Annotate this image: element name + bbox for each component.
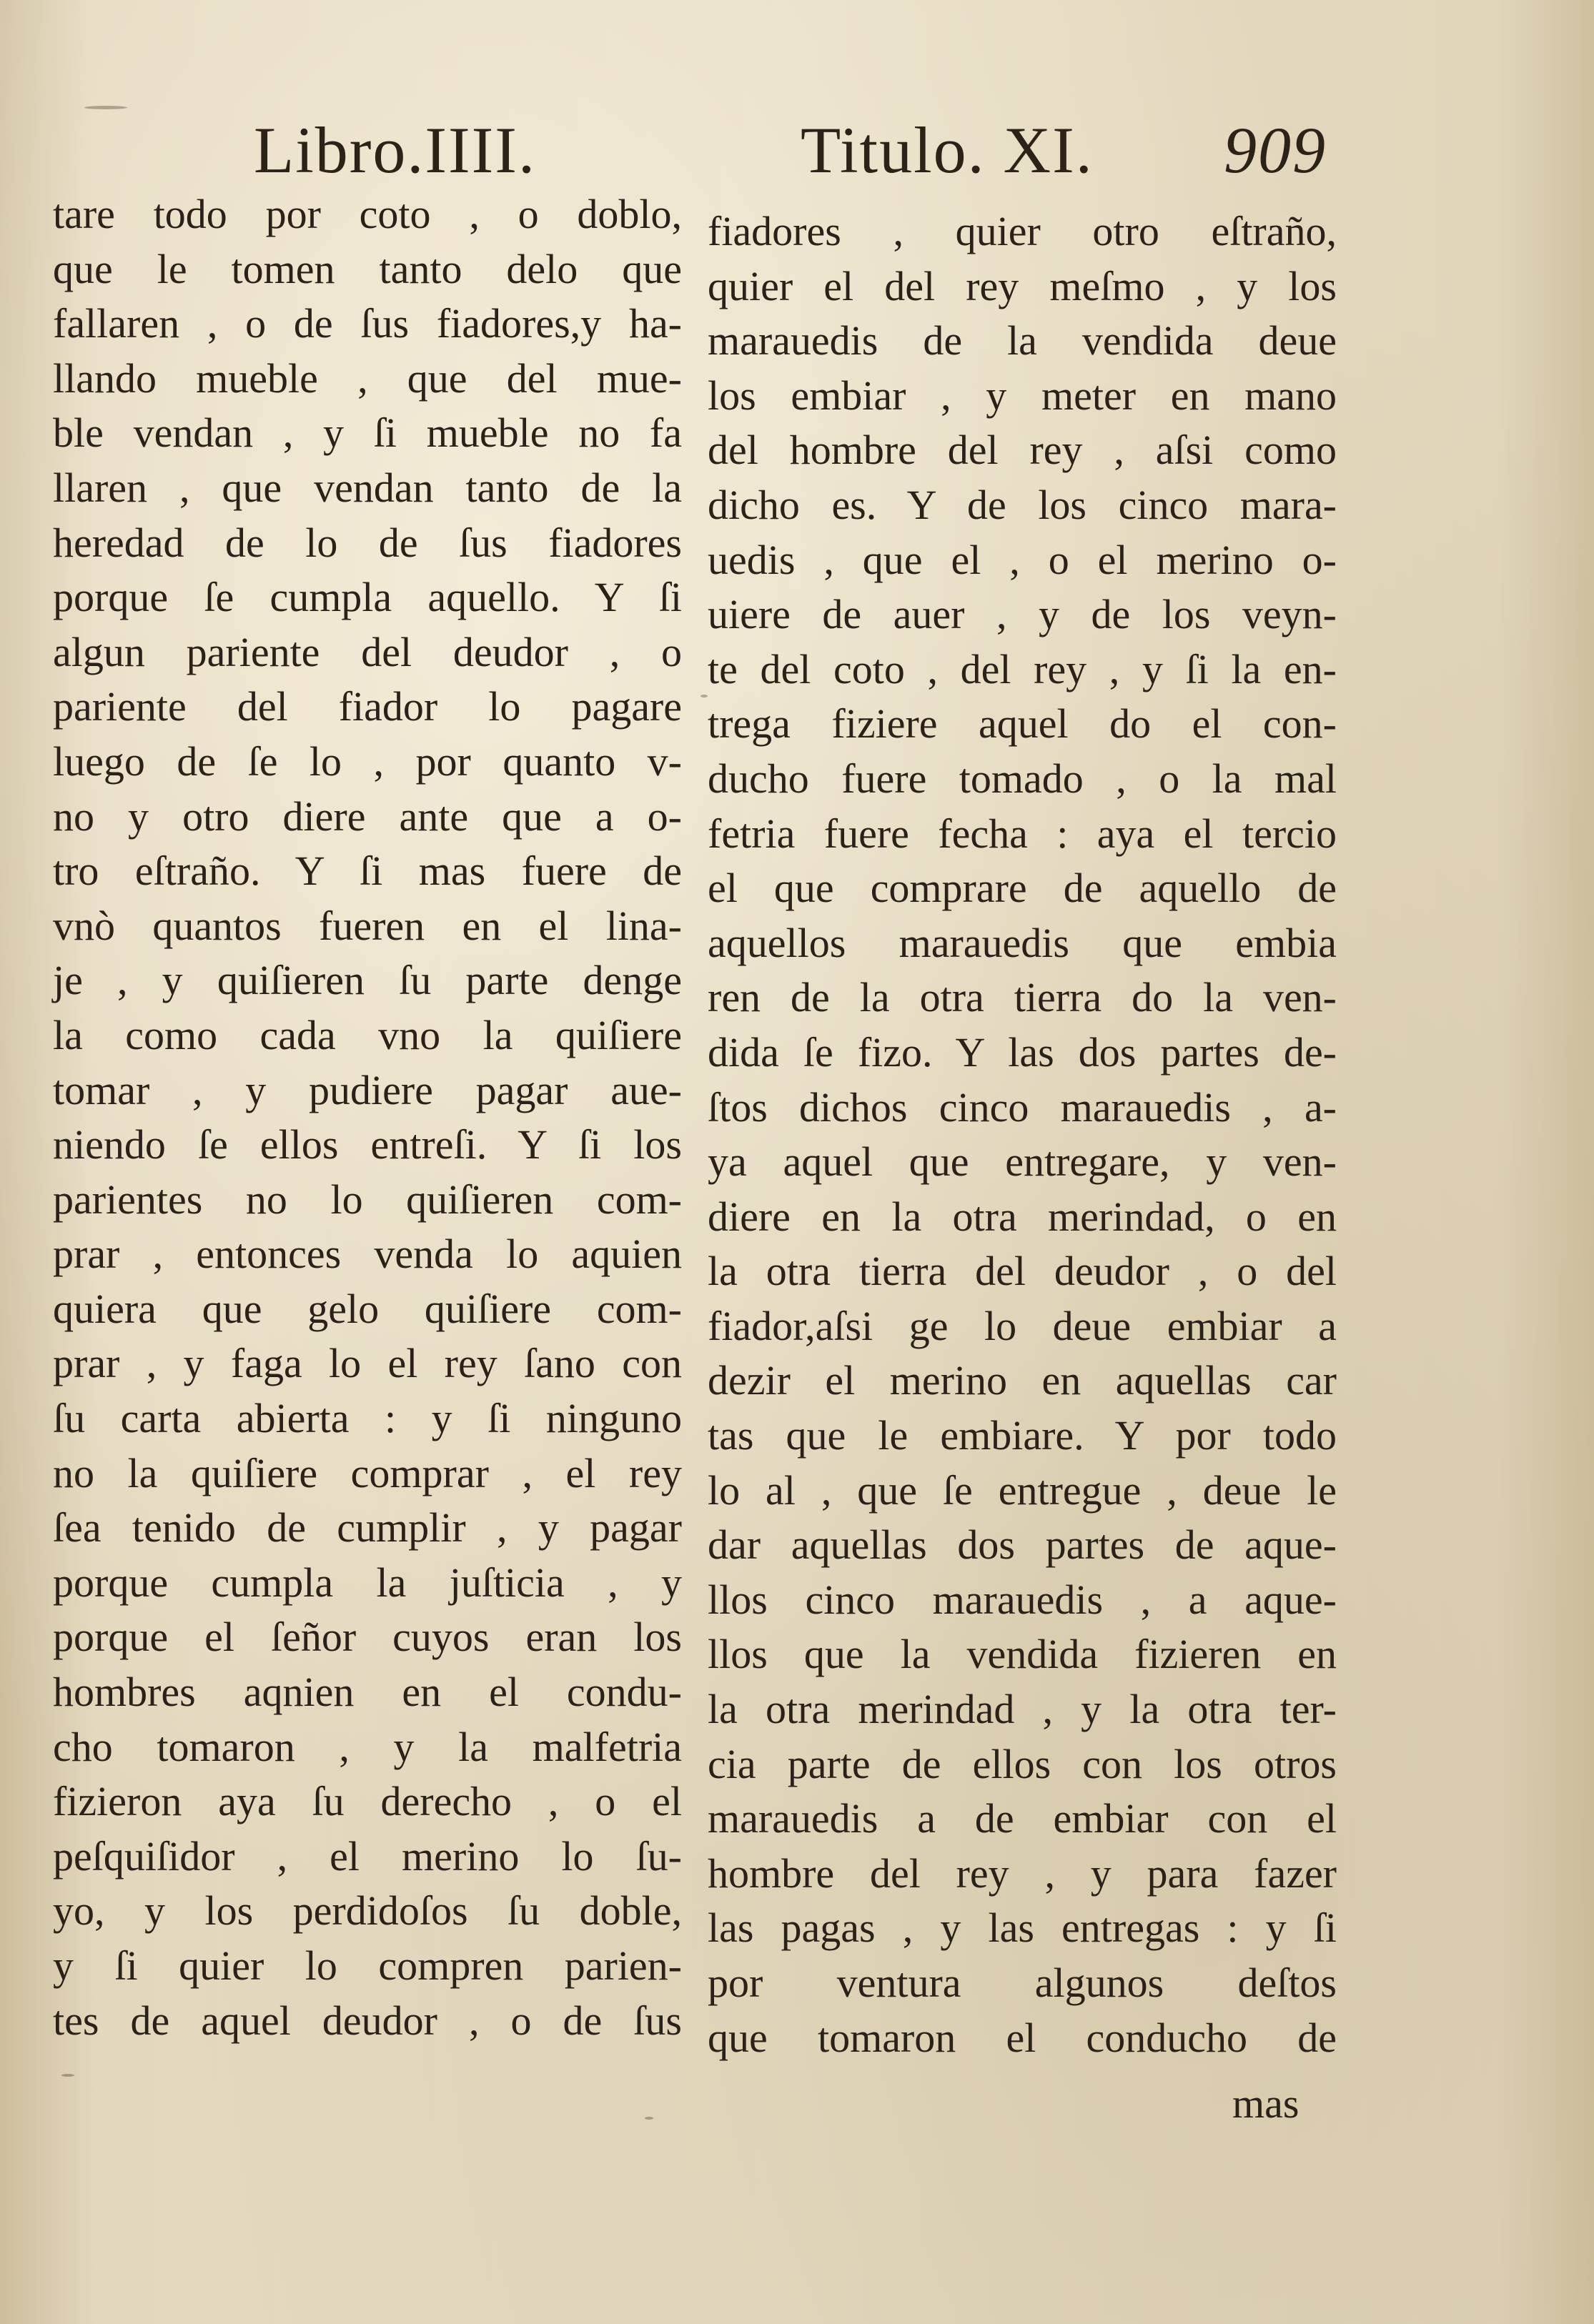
text-line: trega fiziere aquel do el con-	[708, 700, 1337, 748]
text-line: tare todo por coto , o doblo,	[53, 191, 682, 237]
text-line: llando mueble , que del mue-	[53, 354, 682, 402]
text-line: que tomaron el conducho de	[708, 2014, 1337, 2061]
text-line: ſea tenido de cumplir , y pagar	[53, 1504, 682, 1551]
right-text-column	[708, 204, 1337, 2065]
text-line: marauedis a de embiar con el	[708, 1795, 1337, 1842]
text-line: llos que la vendida fizieren en	[708, 1631, 1337, 1678]
text-line: no y otro diere ante que a o-	[53, 793, 682, 840]
text-line: no la quiſiere comprar , el rey	[53, 1449, 682, 1496]
text-line: luego de ſe lo , por quanto v-	[53, 738, 682, 785]
text-line: marauedis de la vendida deue	[708, 317, 1337, 364]
text-line: ya aquel que entregare, y ven-	[708, 1138, 1337, 1186]
text-line: que le tomen tanto delo que	[53, 245, 682, 292]
ink-speck	[84, 106, 127, 109]
text-line: la otra merindad , y la otra ter-	[708, 1686, 1337, 1733]
text-line: pariente del fiador lo pagare	[53, 683, 682, 730]
text-line: dida ſe fizo. Y las dos partes de-	[708, 1028, 1337, 1076]
text-line: quier el del rey meſmo , y los	[708, 262, 1337, 309]
text-line: heredad de lo de ſus fiadores	[53, 519, 682, 566]
text-line: el que comprare de aquello de	[708, 865, 1337, 912]
text-line: hombre del rey , y para fazer	[708, 1849, 1337, 1897]
text-line: cho tomaron , y la malfetria	[53, 1723, 682, 1770]
text-line: porque ſe cumpla aquello. Y ſi	[53, 574, 682, 621]
text-line: hombres aqnien en el condu-	[53, 1669, 682, 1716]
text-line: je , y quiſieren ſu parte denge	[53, 957, 682, 1004]
text-line: los embiar , y meter en mano	[708, 372, 1337, 419]
text-line: algun pariente del deudor , o	[53, 628, 682, 675]
text-line: porque cumpla la juſticia , y	[53, 1559, 682, 1606]
text-line: parientes no lo quiſieren com-	[53, 1176, 682, 1223]
text-line: del hombre del rey , aſsi como	[708, 427, 1337, 474]
text-line: lo al , que ſe entregue , deue le	[708, 1466, 1337, 1514]
text-line: fiador,aſsi ge lo deue embiar a	[708, 1302, 1337, 1349]
text-line: fallaren , o de ſus fiadores,y ha-	[53, 300, 682, 347]
text-line: ren de la otra tierra do la ven-	[708, 974, 1337, 1021]
text-line: tes de aquel deudor , o de ſus	[53, 1997, 682, 2044]
text-line: aquellos marauedis que embia	[708, 919, 1337, 966]
text-line: prar , entonces venda lo aquien	[53, 1231, 682, 1278]
header-book-label: Libro.IIII.	[254, 114, 536, 187]
text-line: niendo ſe ellos entreſi. Y ſi los	[53, 1121, 682, 1168]
catchword: mas	[1232, 2080, 1300, 2127]
header-title-label: Titulo. XI.	[801, 114, 1094, 187]
text-line: dar aquellas dos partes de aque-	[708, 1521, 1337, 1569]
text-line: tro eſtraño. Y ſi mas fuere de	[53, 848, 682, 895]
text-line: fetria fuere fecha : aya el tercio	[708, 810, 1337, 857]
ink-speck	[61, 2074, 74, 2077]
text-line: prar , y faga lo el rey ſano con	[53, 1340, 682, 1387]
text-line: ſu carta abierta : y ſi ninguno	[53, 1395, 682, 1442]
text-line: llos cinco marauedis , a aque-	[708, 1576, 1337, 1623]
text-line: porque el ſeñor cuyos eran los	[53, 1614, 682, 1661]
text-line: dezir el merino en aquellas car	[708, 1357, 1337, 1404]
text-line: dicho es. Y de los cinco mara-	[708, 481, 1337, 528]
ink-speck	[701, 695, 708, 697]
text-line: cia parte de ellos con los otros	[708, 1740, 1337, 1787]
ink-speck	[645, 2117, 653, 2120]
text-line: tas que le embiare. Y por todo	[708, 1412, 1337, 1459]
text-line: la otra tierra del deudor , o del	[708, 1248, 1337, 1295]
text-line: yo, y los perdidoſos ſu doble,	[53, 1887, 682, 1935]
text-line: tomar , y pudiere pagar aue-	[53, 1066, 682, 1113]
text-line: las pagas , y las entregas : y ſi	[708, 1905, 1337, 1952]
text-line: uedis , que el , o el merino o-	[708, 536, 1337, 583]
text-line: fiadores , quier otro eſtraño,	[708, 208, 1337, 254]
text-line: ble vendan , y ſi mueble no fa	[53, 409, 682, 457]
text-line: vnò quantos fueren en el lina-	[53, 902, 682, 949]
left-text-column	[53, 187, 682, 2048]
text-line: diere en la otra merindad, o en	[708, 1193, 1337, 1240]
text-line: uiere de auer , y de los veyn-	[708, 591, 1337, 638]
text-line: peſquiſidor , el merino lo ſu-	[53, 1832, 682, 1879]
text-line: te del coto , del rey , y ſi la en-	[708, 645, 1337, 692]
page-number: 909	[1224, 114, 1327, 187]
text-line: ducho fuere tomado , o la mal	[708, 755, 1337, 802]
running-header	[0, 100, 1594, 200]
text-line: quiera que gelo quiſiere com-	[53, 1285, 682, 1332]
text-line: llaren , que vendan tanto de la	[53, 464, 682, 511]
text-line: ſtos dichos cinco marauedis , a-	[708, 1083, 1337, 1131]
text-line: fizieron aya ſu derecho , o el	[53, 1778, 682, 1825]
text-line: y ſi quier lo compren parien-	[53, 1942, 682, 1989]
text-line: la como cada vno la quiſiere	[53, 1011, 682, 1058]
text-line: por ventura algunos deſtos	[708, 1960, 1337, 2006]
